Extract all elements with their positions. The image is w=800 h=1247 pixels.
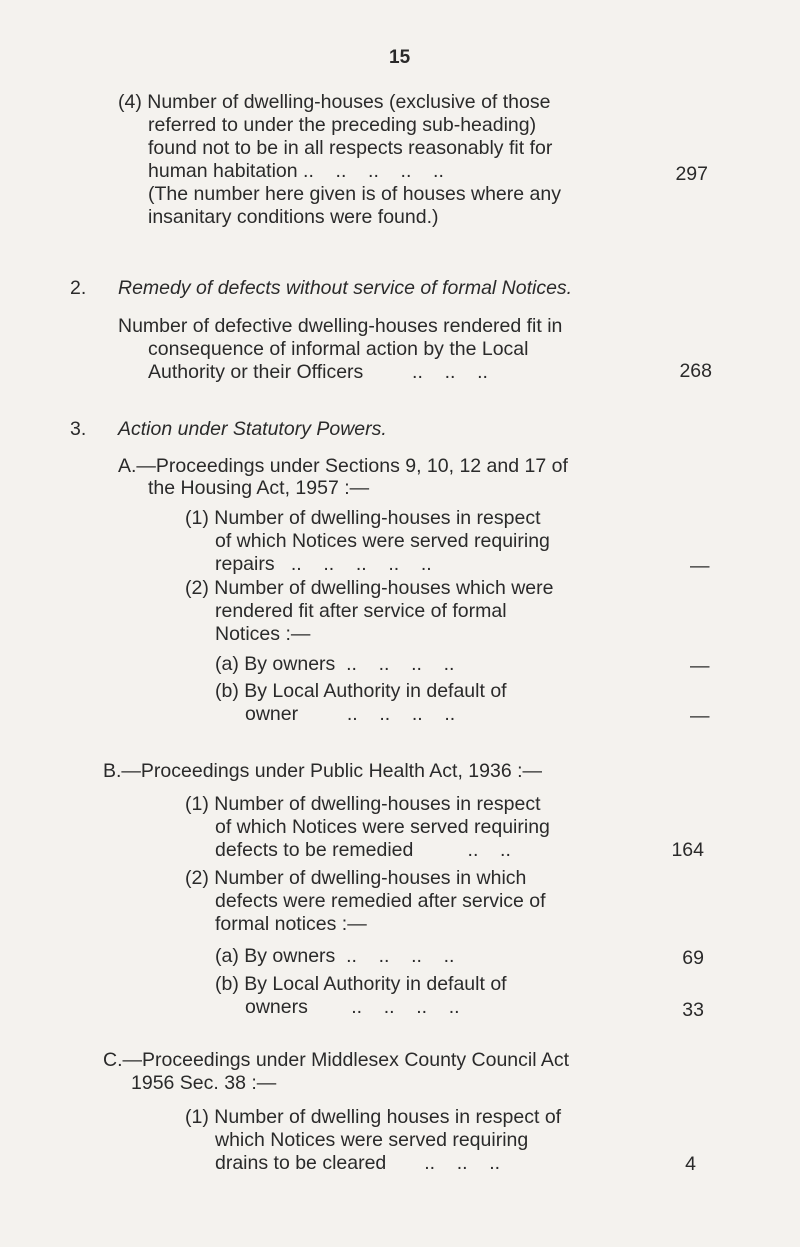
section3-C-item1-line-1: (1) Number of dwelling houses in respect of bbox=[185, 1106, 562, 1128]
section3-number: 3. bbox=[70, 418, 87, 440]
item4-line-3: found not to be in all respects reasonably fit for bbox=[148, 137, 553, 159]
section2-line-1: Number of defective dwelling-houses rendered fit in bbox=[118, 315, 563, 337]
section3-A-line-2: the Housing Act, 1957 :— bbox=[148, 477, 370, 499]
section3-B-item1-value: 164 bbox=[671, 839, 704, 861]
section3-A-item1-line-2: of which Notices were served requiring bbox=[215, 530, 550, 552]
section2-line-3: Authority or their Officers .. .. .. bbox=[148, 361, 488, 383]
section3-B-item2-line-1: (2) Number of dwelling-houses in which bbox=[185, 867, 527, 889]
section3-A-b-line-1: (b) By Local Authority in default of bbox=[215, 680, 507, 702]
item4-note-2: insanitary conditions were found.) bbox=[148, 206, 439, 228]
section3-B-item1-line-2: of which Notices were served requiring bbox=[215, 816, 550, 838]
section3-A-line-1: A.—Proceedings under Sections 9, 10, 12 and 17 of bbox=[118, 455, 568, 477]
section3-B-item1-line-3: defects to be remedied .. .. bbox=[215, 839, 511, 861]
section3-B-item2-line-2: defects were remedied after service of bbox=[215, 890, 546, 912]
section3-A-item2-line-1: (2) Number of dwelling-houses which were bbox=[185, 577, 554, 599]
section2-line-2: consequence of informal action by the Local bbox=[148, 338, 529, 360]
item4-note-1: (The number here given is of houses where any bbox=[148, 183, 561, 205]
section3-B-item2-line-3: formal notices :— bbox=[215, 913, 367, 935]
section3-B-b-value: 33 bbox=[682, 999, 704, 1021]
section3-B-a-value: 69 bbox=[682, 947, 704, 969]
item4-line-1: (4) Number of dwelling-houses (exclusive of those bbox=[118, 91, 551, 113]
section3-A-a: (a) By owners .. .. .. .. bbox=[215, 653, 455, 675]
section3-B-item1-line-1: (1) Number of dwelling-houses in respect bbox=[185, 793, 541, 815]
section3-A-item1-line-1: (1) Number of dwelling-houses in respect bbox=[185, 507, 541, 529]
section3-A-item2-line-3: Notices :— bbox=[215, 623, 311, 645]
section3-C-line-2: 1956 Sec. 38 :— bbox=[131, 1072, 277, 1094]
section3-C-item1-line-3: drains to be cleared .. .. .. bbox=[215, 1152, 501, 1174]
section2-number: 2. bbox=[70, 277, 87, 299]
item4-value: 297 bbox=[675, 163, 708, 185]
item4-line-4: human habitation .. .. .. .. .. bbox=[148, 160, 444, 182]
section3-B-b-line-2: owners .. .. .. .. bbox=[245, 996, 460, 1018]
page-number: 15 bbox=[389, 47, 411, 68]
section3-A-a-value: — bbox=[690, 655, 710, 677]
section3-A-item1-value: — bbox=[690, 555, 710, 577]
section3-C-line-1: C.—Proceedings under Middlesex County Council Act bbox=[103, 1049, 570, 1071]
section3-B-b-line-1: (b) By Local Authority in default of bbox=[215, 973, 507, 995]
section3-A-b-line-2: owner .. .. .. .. bbox=[245, 703, 456, 725]
section2-value: 268 bbox=[679, 360, 712, 382]
item4-line-2: referred to under the preceding sub-heading) bbox=[148, 114, 537, 136]
section3-C-item1-value: 4 bbox=[685, 1153, 696, 1175]
section3-A-item1-line-3: repairs .. .. .. .. .. bbox=[215, 553, 432, 575]
section3-B-line: B.—Proceedings under Public Health Act, 1936 :— bbox=[103, 760, 542, 782]
section3-B-a: (a) By owners .. .. .. .. bbox=[215, 945, 455, 967]
section3-heading: Action under Statutory Powers. bbox=[118, 418, 387, 440]
section2-heading: Remedy of defects without service of formal Notices. bbox=[118, 277, 573, 299]
section3-C-item1-line-2: which Notices were served requiring bbox=[215, 1129, 529, 1151]
section3-A-b-value: — bbox=[690, 705, 710, 727]
section3-A-item2-line-2: rendered fit after service of formal bbox=[215, 600, 507, 622]
